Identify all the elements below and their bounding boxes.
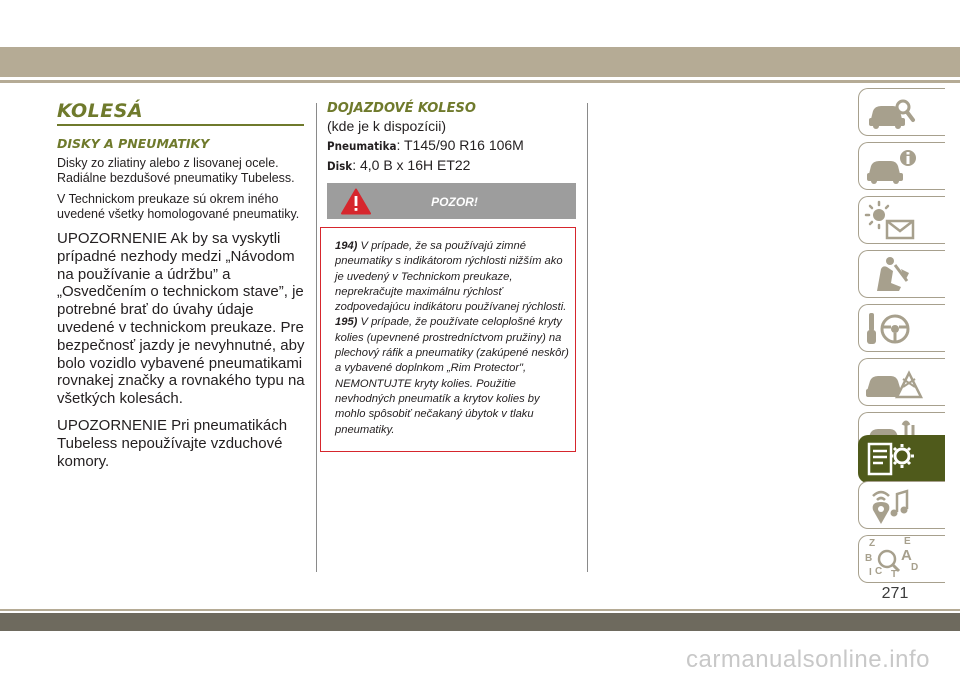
tyre-label: Pneumatika [327,139,397,153]
car-search-icon [859,89,946,137]
index-letter-t: T [891,569,898,580]
index-letter-e: E [904,536,911,547]
tab-warning-lights[interactable] [858,196,945,244]
tab-multimedia[interactable] [858,481,945,529]
availability-note: (kde je k dispozícii) [327,118,447,134]
paragraph-notice-2: UPOZORNENIE Pri pneumatikách Tubeless nepoužívajte vzduchové komory. [57,416,288,470]
tab-steering-key[interactable] [858,304,945,352]
index-letter-a: A [901,547,912,564]
disk-value: : 4,0 B x 16H ET22 [352,157,471,173]
tab-car-search[interactable] [858,88,945,136]
watermark: carmanualsonline.info [686,646,930,673]
tab-technical-data[interactable] [858,435,945,483]
bottom-band [0,613,960,631]
tyre-spec [327,136,577,155]
paragraph-homologation: V Technickom preukaze sú okrem iného uvedené všetky homologované pneumatiky. [57,192,300,221]
top-band-line [0,80,960,83]
index-letter-i: I [869,567,872,578]
index-letter-z: Z [869,538,876,549]
warning-text-194: V prípade, že sa používajú zimné pneumatiky s indikátorom rýchlosti nižším ako je uvedený v Technickom preukaze, neprekračujte maximálnu rýchlosť zodpovedajúcu indikátoru používanej rýchlosti. [335,240,567,314]
warning-text-195: V prípade, že používate celoplošné kryty kolies (upevnené prostredníctvom pružiny) na plechový ráfik a pneumatiky (zakúpené neskôr) a vybavené doplnkom „Rim Protector", NEMONTUJTE kryty kolies. Použitie nevhodných pneumatík a krytov kolies by mohlo spôsobiť nečakaný úbytok v tlaku pneumatiky. [335,316,569,436]
paragraph-notice-1: UPOZORNENIE Ak by sa vyskytli prípadné nezhody medzi „Návodom na používanie a údržbu” a „Osvedčením o technickom stave”, je potrebné brať do úvahy údaje uvedené v technickom preukaze. Pre bezpečnosť jazdy je nevyhnutné, aby bolo vozidlo vybavené pneumatikami rovnakej značky a rovnakého typu na všetkých kolesách. [57,230,305,408]
paragraph-disks: Disky zo zliatiny alebo z lisovanej ocele. Radiálne bezdušové pneumatiky Tubeless. [57,156,295,185]
warning-title: POZOR! [431,195,478,209]
column-divider-left [316,103,317,572]
tyre-value: : T145/90 R16 106M [396,137,524,153]
car-info-icon [859,143,946,191]
warning-number-195: 195) [335,316,358,329]
middle-column [327,101,577,175]
warning-text [335,239,573,438]
disk-spec [327,156,577,175]
tab-index[interactable] [858,535,945,583]
multimedia-icon [859,482,946,530]
section-title: KOLESÁ [57,100,144,122]
tab-seat-safety[interactable] [858,250,945,298]
warning-lights-icon [859,197,946,245]
warning-number-194: 194) [335,240,358,252]
seat-safety-icon [859,251,946,299]
steering-key-icon [859,305,946,353]
warning-header [327,183,576,219]
disk-label: Disk [327,159,353,173]
car-emergency-icon [859,359,946,407]
tab-car-emergency[interactable] [858,358,945,406]
spare-wheel-title: DOJAZDOVÉ KOLESO [327,101,476,116]
tab-car-info[interactable] [858,142,945,190]
left-column [57,100,305,470]
index-letter-b: B [865,553,873,564]
index-letter-d: D [911,562,919,573]
bottom-band-line [0,609,960,611]
index-letter-c: C [875,566,883,577]
subsection-title: DISKY A PNEUMATIKY [57,136,210,151]
column-divider-right [587,103,588,572]
page-number: 271 [881,585,909,602]
technical-data-icon [859,436,946,484]
top-band [0,47,960,77]
title-rule [57,124,304,126]
